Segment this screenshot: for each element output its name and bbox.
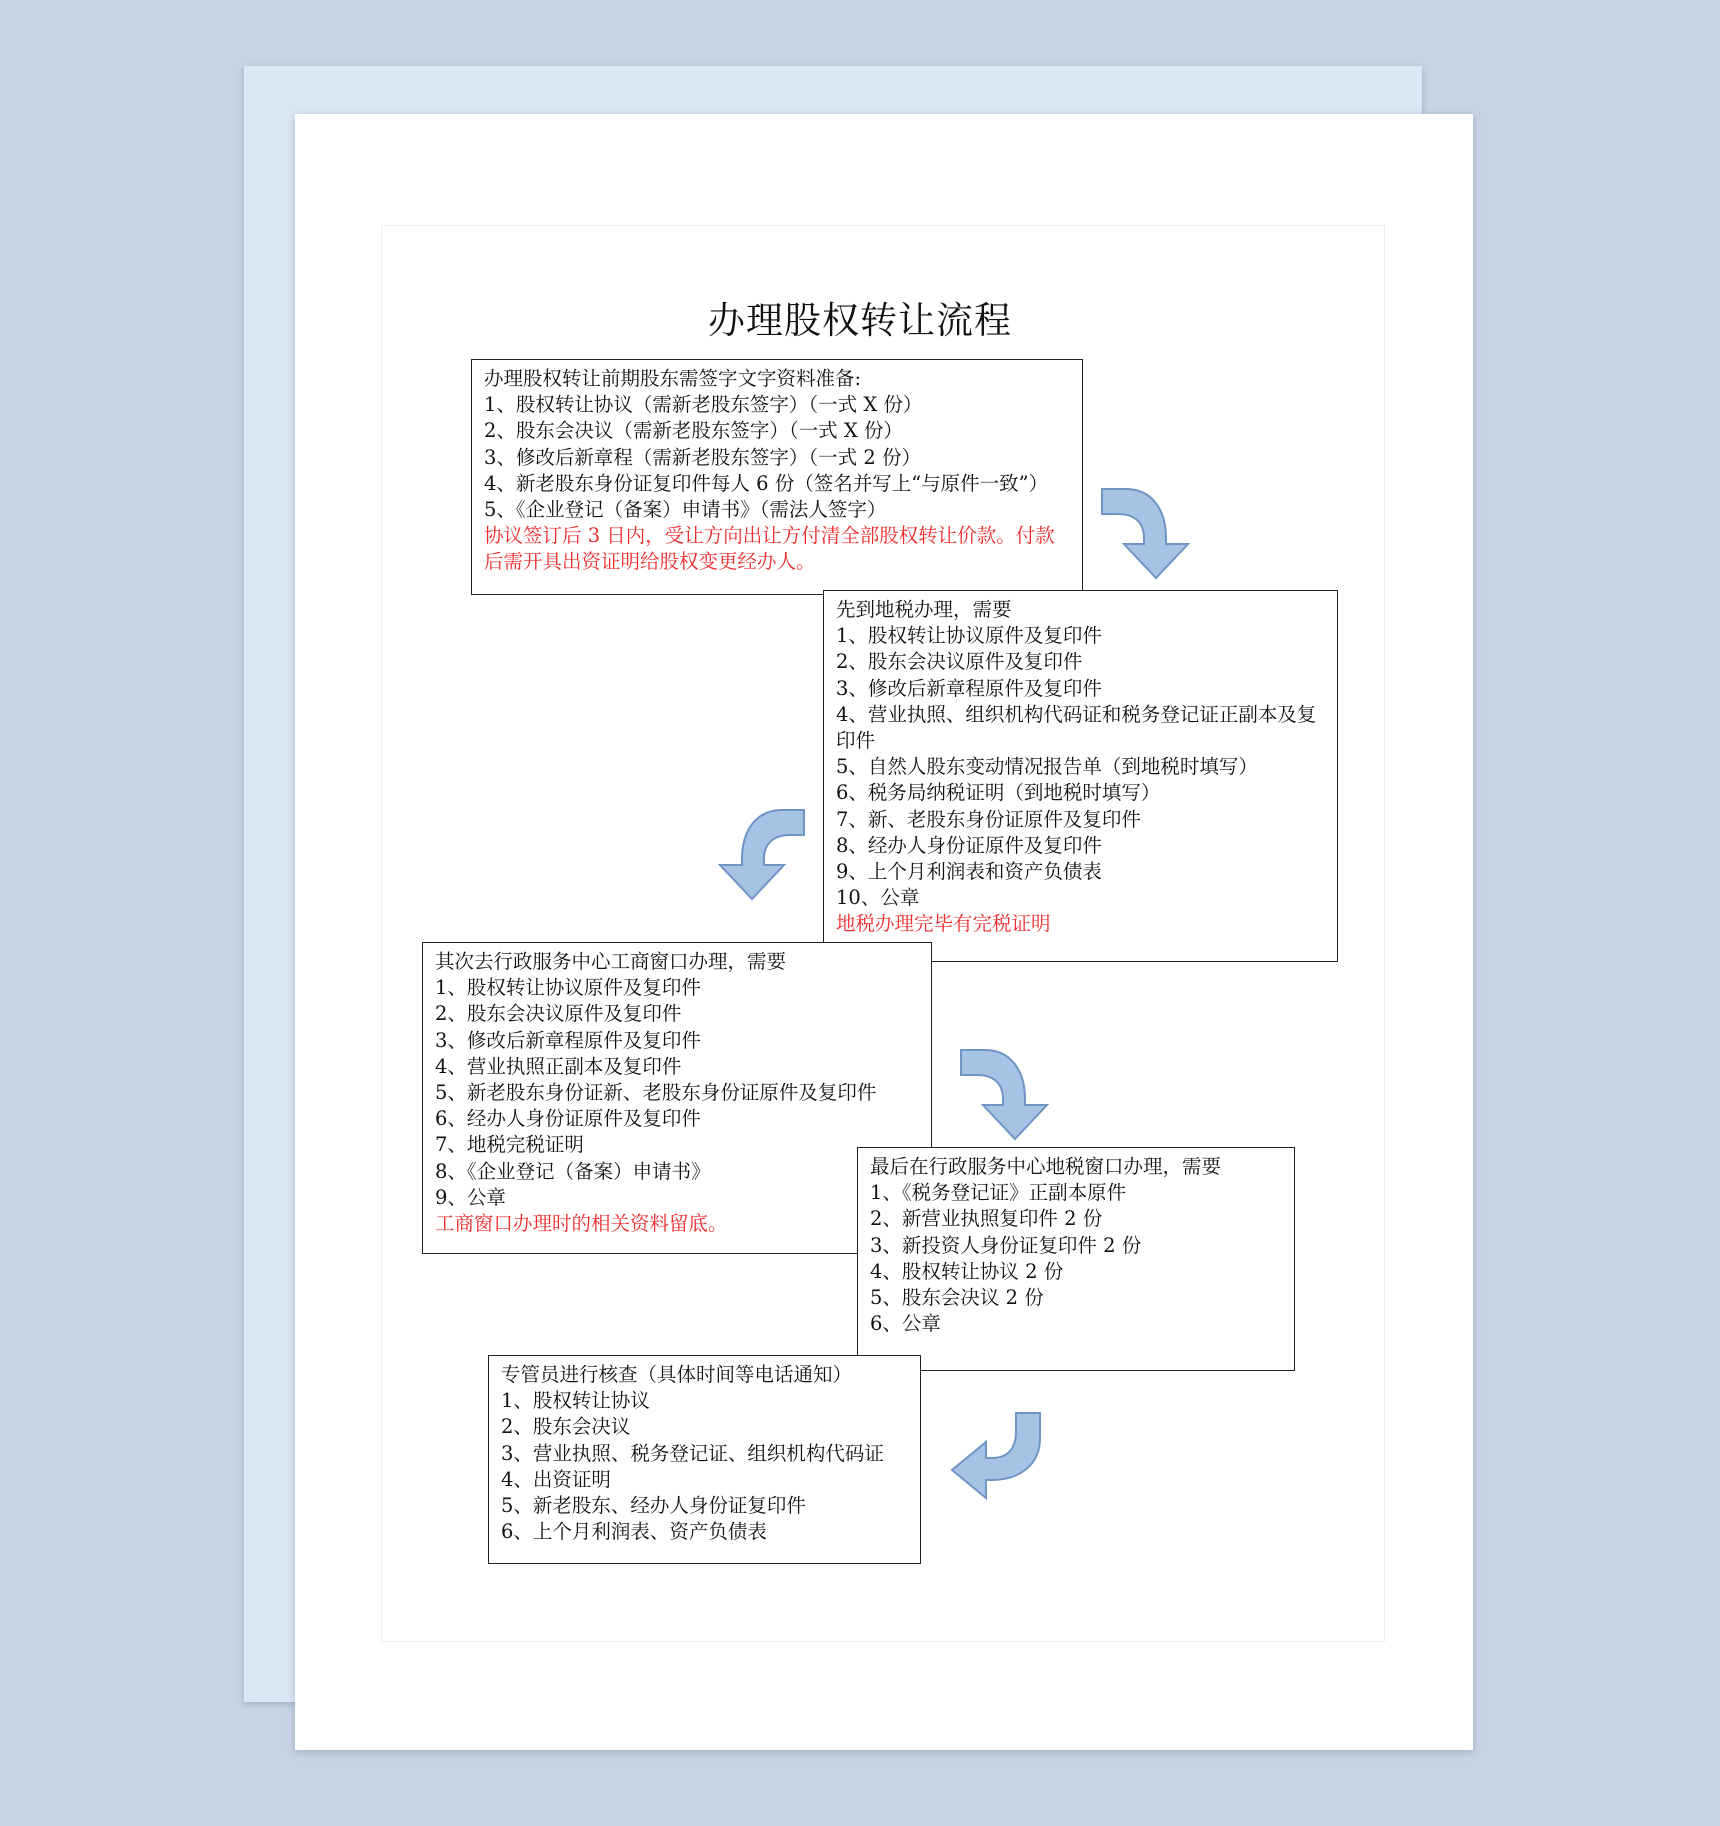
step-heading: 办理股权转让前期股东需签字文字资料准备: <box>484 367 862 390</box>
list-item: 2、股东会决议 <box>501 1415 631 1439</box>
curved-arrow-down-left-icon <box>718 807 808 903</box>
list-item: 7、地税完税证明 <box>435 1133 584 1157</box>
list-item: 5、股东会决议 2 份 <box>870 1286 1044 1310</box>
list-item: 6、上个月利润表、资产负债表 <box>501 1520 767 1544</box>
list-item: 10、公章 <box>836 886 920 910</box>
list-item: 1、股权转让协议 <box>501 1389 650 1413</box>
list-item: 2、股东会决议（需新老股东签字）（一式 X 份） <box>484 419 903 443</box>
list-item: 5、新老股东身份证新、老股东身份证原件及复印件 <box>435 1081 877 1105</box>
step-box-business-window <box>422 942 932 1254</box>
step-heading: 专管员进行核查（具体时间等电话通知） <box>501 1363 853 1386</box>
list-item: 4、营业执照、组织机构代码证和税务登记证正副本及复印件 <box>836 702 1317 753</box>
step-note: 协议签订后 3 日内，受让方向出让方付清全部股权转让价款。付款后需开具出资证明给股权变更经办人。 <box>484 524 1055 574</box>
list-item: 8、经办人身份证原件及复印件 <box>836 833 1102 857</box>
list-item: 3、新投资人身份证复印件 2 份 <box>870 1233 1142 1257</box>
list-item: 9、上个月利润表和资产负债表 <box>836 860 1102 884</box>
step-note: 工商窗口办理时的相关资料留底。 <box>435 1212 728 1236</box>
list-item: 6、公章 <box>870 1312 941 1336</box>
list-item: 3、修改后新章程原件及复印件 <box>435 1028 701 1052</box>
list-item: 1、股权转让协议（需新老股东签字）（一式 X 份） <box>484 393 923 417</box>
list-item: 3、修改后新章程原件及复印件 <box>836 676 1102 700</box>
list-item: 2、股东会决议原件及复印件 <box>836 650 1083 674</box>
list-item: 1、股权转让协议原件及复印件 <box>836 624 1102 648</box>
curved-arrow-left-icon <box>948 1410 1044 1500</box>
list-item: 1、股权转让协议原件及复印件 <box>435 976 701 1000</box>
list-item: 2、新营业执照复印件 2 份 <box>870 1207 1103 1231</box>
curved-arrow-down-right-icon <box>959 1047 1051 1143</box>
step-heading: 先到地税办理，需要 <box>836 598 1012 621</box>
list-item: 6、经办人身份证原件及复印件 <box>435 1107 701 1131</box>
list-item: 4、新老股东身份证复印件每人 6 份（签名并写上“与原件一致”） <box>484 471 1049 495</box>
step-box-tax-window <box>857 1147 1295 1371</box>
step-box-inspection <box>488 1355 921 1564</box>
list-item: 4、出资证明 <box>501 1467 611 1491</box>
step-box-preparation <box>471 359 1083 595</box>
list-item: 8、《企业登记（备案）申请书》 <box>435 1159 711 1183</box>
list-item: 3、修改后新章程（需新老股东签字）（一式 2 份） <box>484 445 921 469</box>
list-item: 2、股东会决议原件及复印件 <box>435 1002 682 1026</box>
step-heading: 其次去行政服务中心工商窗口办理，需要 <box>435 950 787 973</box>
step-box-local-tax <box>823 590 1338 962</box>
list-item: 7、新、老股东身份证原件及复印件 <box>836 807 1141 831</box>
list-item: 6、税务局纳税证明（到地税时填写） <box>836 781 1161 805</box>
step-heading: 最后在行政服务中心地税窗口办理，需要 <box>870 1155 1222 1178</box>
list-item: 3、营业执照、税务登记证、组织机构代码证 <box>501 1441 884 1465</box>
list-item: 5、《企业登记（备案）申请书》（需法人签字） <box>484 498 887 522</box>
list-item: 4、股权转让协议 2 份 <box>870 1259 1064 1283</box>
list-item: 4、营业执照正副本及复印件 <box>435 1054 682 1078</box>
step-note: 地税办理完毕有完税证明 <box>836 912 1051 936</box>
list-item: 9、公章 <box>435 1185 506 1209</box>
document-title: 办理股权转让流程 <box>708 299 1012 342</box>
list-item: 5、新老股东、经办人身份证复印件 <box>501 1494 806 1518</box>
list-item: 5、自然人股东变动情况报告单（到地税时填写） <box>836 755 1258 779</box>
list-item: 1、《税务登记证》正副本原件 <box>870 1181 1127 1205</box>
curved-arrow-down-right-icon <box>1100 486 1192 582</box>
